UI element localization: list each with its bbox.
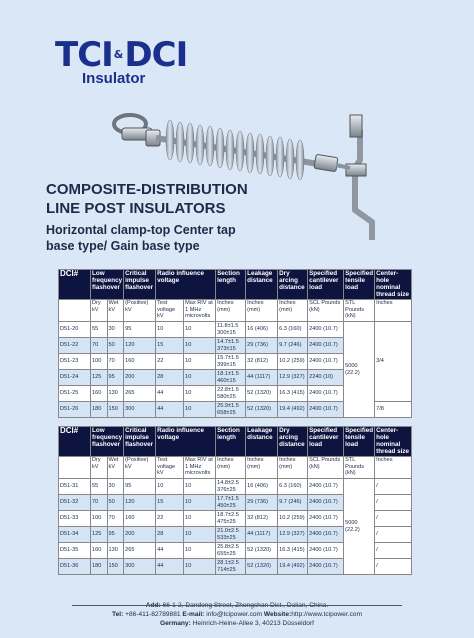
cell: 2400 (10.7) bbox=[308, 527, 344, 543]
cell: 10 bbox=[184, 370, 216, 386]
brand-wordmark: TCI&DCI bbox=[55, 35, 188, 75]
spec-table-clamp-top bbox=[58, 269, 412, 418]
cell: 22.8±1.5 580±25 bbox=[216, 386, 246, 402]
table-unit-row bbox=[59, 300, 412, 322]
brand-subtitle: Insulator bbox=[82, 70, 146, 87]
cell: 25.9±1.5 658±25 bbox=[216, 402, 246, 418]
unit-cell: STL Pounds (kN) bbox=[344, 300, 375, 322]
unit-cell: Inches (mm) bbox=[216, 300, 246, 322]
cell: 160 bbox=[91, 386, 108, 402]
unit-cell: (Positive) kV bbox=[124, 300, 156, 322]
cell: 10 bbox=[184, 479, 216, 495]
cell: 22 bbox=[156, 511, 184, 527]
cell: 22 bbox=[156, 354, 184, 370]
cell: 265 bbox=[124, 543, 156, 559]
header-cell: Section length bbox=[216, 427, 246, 457]
cell: 44 bbox=[156, 386, 184, 402]
cell: 10 bbox=[184, 402, 216, 418]
cell: 11.8±1.5 300±15 bbox=[216, 322, 246, 338]
germany-label: Germany: bbox=[160, 620, 191, 627]
cell: 16.3 (415) bbox=[278, 543, 308, 559]
cell: 28 bbox=[156, 527, 184, 543]
header-cell: Specified cantilever load bbox=[308, 270, 344, 300]
cell: 2400 (10.7) bbox=[308, 402, 344, 418]
cell: 2400 (10.7) bbox=[308, 543, 344, 559]
table-header-row bbox=[59, 427, 412, 457]
unit-cell: (Positive) kV bbox=[124, 457, 156, 479]
header-cell: Low frequency flashover bbox=[91, 270, 124, 300]
cell: 2400 (10.7) bbox=[308, 386, 344, 402]
table-unit-row bbox=[59, 457, 412, 479]
cell: D51-25 bbox=[59, 386, 91, 402]
address-text: 66-1-2, Dandong Street, Zhongshan Dist., Dalian, China. bbox=[162, 602, 329, 609]
cell: 12.9 (327) bbox=[278, 527, 308, 543]
cell: 19.4 (492) bbox=[278, 559, 308, 575]
address-label: Add: bbox=[145, 602, 161, 609]
cell: 15.7±1.5 399±15 bbox=[216, 354, 246, 370]
unit-cell: Max RIV at 1 MHz microvolts bbox=[184, 457, 216, 479]
cell: 95 bbox=[107, 370, 124, 386]
header-cell: Low frequency flashover bbox=[91, 427, 124, 457]
cell: D51-23 bbox=[59, 354, 91, 370]
cell: 2240 (10) bbox=[308, 370, 344, 386]
page-subtitle bbox=[46, 222, 236, 254]
cell: 2400 (10.7) bbox=[308, 479, 344, 495]
cell: 32 (812) bbox=[246, 511, 278, 527]
unit-cell: Wet kV bbox=[107, 300, 124, 322]
unit-cell: SCL Pounds (kN) bbox=[308, 457, 344, 479]
cell: 6.3 (160) bbox=[278, 479, 308, 495]
cell: 30 bbox=[107, 322, 124, 338]
table-row bbox=[59, 479, 412, 495]
email-label: E-mail: bbox=[182, 611, 205, 618]
table-header-row bbox=[59, 270, 412, 300]
cell: 10 bbox=[184, 338, 216, 354]
header-cell: Critical impulse flashover bbox=[124, 427, 156, 457]
cell: 200 bbox=[124, 527, 156, 543]
cell: 10 bbox=[184, 543, 216, 559]
header-cell: Specified tensile load bbox=[344, 427, 375, 457]
page-title-line-2: LINE POST INSULATORS bbox=[46, 200, 226, 217]
cell: 29 (736) bbox=[246, 338, 278, 354]
cell: 52 (1320) bbox=[246, 559, 278, 575]
header-cell: Radio influence voltage bbox=[156, 270, 216, 300]
cell: 100 bbox=[91, 511, 108, 527]
table-row bbox=[59, 322, 412, 338]
header-cell: DCI# bbox=[59, 427, 91, 457]
unit-cell: Inches (mm) bbox=[216, 457, 246, 479]
cell: D51-33 bbox=[59, 511, 91, 527]
cell: 2400 (10.7) bbox=[308, 338, 344, 354]
cell: 70 bbox=[91, 338, 108, 354]
unit-cell: Dry kV bbox=[91, 457, 108, 479]
cell: 18.7±2.5 475±25 bbox=[216, 511, 246, 527]
cell: D51-20 bbox=[59, 322, 91, 338]
cell: 180 bbox=[91, 559, 108, 575]
header-cell: Dry arcing distance bbox=[278, 270, 308, 300]
unit-cell: Test voltage kV bbox=[156, 300, 184, 322]
cell: 10.2 (259) bbox=[278, 354, 308, 370]
unit-cell bbox=[59, 457, 91, 479]
cell: 300 bbox=[124, 559, 156, 575]
cell: 160 bbox=[124, 511, 156, 527]
cell: 125 bbox=[91, 370, 108, 386]
cell: 15 bbox=[156, 338, 184, 354]
cell: 44 bbox=[156, 402, 184, 418]
cell: 55 bbox=[91, 479, 108, 495]
header-cell: Section length bbox=[216, 270, 246, 300]
cell: 120 bbox=[124, 495, 156, 511]
cell: 52 (1320) bbox=[246, 386, 278, 402]
thread-size-cell: / bbox=[375, 527, 412, 543]
cell: 16 (406) bbox=[246, 479, 278, 495]
cell: D51-24 bbox=[59, 370, 91, 386]
cell: 14.7±1.5 373±15 bbox=[216, 338, 246, 354]
page-title bbox=[46, 180, 248, 218]
cell: 44 (1117) bbox=[246, 370, 278, 386]
cell: 32 (812) bbox=[246, 354, 278, 370]
tel-label: Tel: bbox=[112, 611, 124, 618]
thread-size-cell: 7/8 bbox=[375, 402, 412, 418]
unit-cell: Inches (mm) bbox=[278, 457, 308, 479]
footer-contact bbox=[0, 610, 474, 619]
thread-size-cell: / bbox=[375, 511, 412, 527]
thread-size-cell: / bbox=[375, 559, 412, 575]
cell: 95 bbox=[124, 479, 156, 495]
website-label: Website: bbox=[263, 611, 292, 618]
page-subtitle-line-1: Horizontal clamp-top Center tap bbox=[46, 223, 236, 237]
thread-size-cell: / bbox=[375, 495, 412, 511]
cell: 200 bbox=[124, 370, 156, 386]
cell: D51-32 bbox=[59, 495, 91, 511]
unit-cell: Inches (mm) bbox=[246, 300, 278, 322]
cell: 21.0±2.5 533±25 bbox=[216, 527, 246, 543]
header-cell: Center-hole nominal thread size bbox=[375, 270, 412, 300]
cell: D51-26 bbox=[59, 402, 91, 418]
header-cell: Critical impulse flashover bbox=[124, 270, 156, 300]
cell: 14.8±2.5 376±25 bbox=[216, 479, 246, 495]
cell: 6.3 (160) bbox=[278, 322, 308, 338]
cell: 125 bbox=[91, 527, 108, 543]
unit-cell: Dry kV bbox=[91, 300, 108, 322]
cell: 52 (1320) bbox=[246, 402, 278, 418]
cell: 100 bbox=[91, 354, 108, 370]
cell: 70 bbox=[107, 354, 124, 370]
cell: 17.7±1.5 450±25 bbox=[216, 495, 246, 511]
cell: D51-31 bbox=[59, 479, 91, 495]
cell: 130 bbox=[107, 386, 124, 402]
footer-divider bbox=[72, 605, 402, 606]
cell: 180 bbox=[91, 402, 108, 418]
cell: 130 bbox=[107, 543, 124, 559]
cell: 2400 (10.7) bbox=[308, 354, 344, 370]
cell: D51-35 bbox=[59, 543, 91, 559]
cell: 19.4 (492) bbox=[278, 402, 308, 418]
cell: 10 bbox=[184, 322, 216, 338]
cell: 300 bbox=[124, 402, 156, 418]
spec-table-gain-base bbox=[58, 426, 412, 575]
header-cell: Specified cantilever load bbox=[308, 427, 344, 457]
unit-cell: Max RIV at 1 MHz microvolts bbox=[184, 300, 216, 322]
cell: 16.3 (415) bbox=[278, 386, 308, 402]
cell: 10 bbox=[184, 495, 216, 511]
company-logo bbox=[55, 35, 188, 87]
cell: 70 bbox=[107, 511, 124, 527]
cell: 10 bbox=[184, 354, 216, 370]
cell: 50 bbox=[107, 495, 124, 511]
cell: 10 bbox=[184, 386, 216, 402]
unit-cell: STL Pounds (kN) bbox=[344, 457, 375, 479]
cell: 2400 (10.7) bbox=[308, 495, 344, 511]
cell: 16 (406) bbox=[246, 322, 278, 338]
cell: 2400 (10.7) bbox=[308, 511, 344, 527]
germany-address: Heinrich-Heine-Allee 3, 40213 Düsseldorf bbox=[192, 620, 314, 627]
cell: 265 bbox=[124, 386, 156, 402]
cell: 95 bbox=[107, 527, 124, 543]
cell: 44 (1117) bbox=[246, 527, 278, 543]
unit-cell: SCL Pounds (kN) bbox=[308, 300, 344, 322]
cell: 30 bbox=[107, 479, 124, 495]
cell: 10 bbox=[156, 322, 184, 338]
header-cell: DCI# bbox=[59, 270, 91, 300]
cell: 2400 (10.7) bbox=[308, 559, 344, 575]
cell: 29 (736) bbox=[246, 495, 278, 511]
page-title-line-1: COMPOSITE-DISTRIBUTION bbox=[46, 181, 248, 198]
unit-cell bbox=[59, 300, 91, 322]
cell: 70 bbox=[91, 495, 108, 511]
unit-cell: Inches bbox=[375, 457, 412, 479]
cell: 28.1±2.5 714±25 bbox=[216, 559, 246, 575]
header-cell: Dry arcing distance bbox=[278, 427, 308, 457]
cell: 2400 (10.7) bbox=[308, 322, 344, 338]
thread-size-cell: / bbox=[375, 479, 412, 495]
thread-size-cell: / bbox=[375, 543, 412, 559]
unit-cell: Inches (mm) bbox=[246, 457, 278, 479]
tensile-load-merged: 5000 (22.2) bbox=[344, 322, 375, 418]
unit-cell: Test voltage kV bbox=[156, 457, 184, 479]
header-cell: Specified tensile load bbox=[344, 270, 375, 300]
cell: 160 bbox=[91, 543, 108, 559]
cell: 150 bbox=[107, 402, 124, 418]
cell: 50 bbox=[107, 338, 124, 354]
cell: 9.7 (246) bbox=[278, 495, 308, 511]
tel-text: +86-411-82789881 bbox=[125, 611, 181, 618]
cell: 44 bbox=[156, 543, 184, 559]
header-cell: Leakage distance bbox=[246, 270, 278, 300]
cell: 52 (1320) bbox=[246, 543, 278, 559]
contact-footer-lines bbox=[0, 610, 474, 628]
header-cell: Center-hole nominal thread size bbox=[375, 427, 412, 457]
unit-cell: Inches bbox=[375, 300, 412, 322]
cell: 10.2 (259) bbox=[278, 511, 308, 527]
tensile-load-merged: 5000 (22.2) bbox=[344, 479, 375, 575]
page-subtitle-line-2: base type/ Gain base type bbox=[46, 239, 200, 253]
unit-cell: Wet kV bbox=[107, 457, 124, 479]
cell: 9.7 (246) bbox=[278, 338, 308, 354]
footer-germany bbox=[0, 619, 474, 628]
cell: D51-34 bbox=[59, 527, 91, 543]
cell: 55 bbox=[91, 322, 108, 338]
header-cell: Leakage distance bbox=[246, 427, 278, 457]
cell: 150 bbox=[107, 559, 124, 575]
cell: 25.8±2.5 655±25 bbox=[216, 543, 246, 559]
cell: D51-22 bbox=[59, 338, 91, 354]
cell: 15 bbox=[156, 495, 184, 511]
header-cell: Radio influence voltage bbox=[156, 427, 216, 457]
thread-size-merged: 3/4 bbox=[375, 322, 412, 402]
email-link[interactable]: info@tcipower.com bbox=[206, 611, 263, 618]
cell: 10 bbox=[184, 511, 216, 527]
website-link[interactable]: http://www.tcipower.com bbox=[291, 611, 362, 618]
unit-cell: Inches (mm) bbox=[278, 300, 308, 322]
cell: 10 bbox=[156, 479, 184, 495]
cell: 120 bbox=[124, 338, 156, 354]
cell: 12.9 (327) bbox=[278, 370, 308, 386]
cell: D51-36 bbox=[59, 559, 91, 575]
cell: 160 bbox=[124, 354, 156, 370]
cell: 95 bbox=[124, 322, 156, 338]
cell: 10 bbox=[184, 527, 216, 543]
cell: 28 bbox=[156, 370, 184, 386]
cell: 18.1±1.5 460±15 bbox=[216, 370, 246, 386]
cell: 10 bbox=[184, 559, 216, 575]
cell: 44 bbox=[156, 559, 184, 575]
